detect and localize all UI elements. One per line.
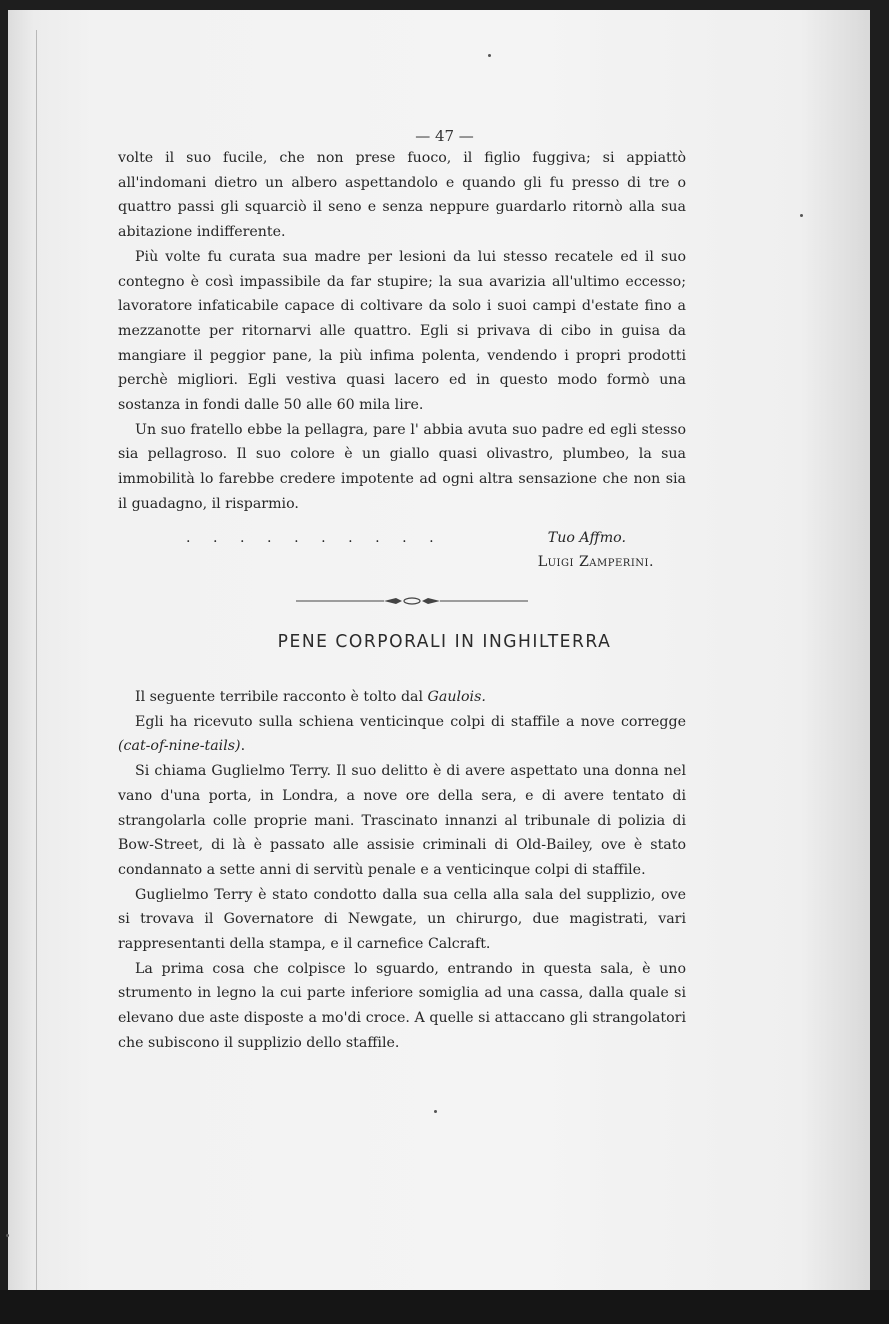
- page-number: — 47 —: [415, 127, 474, 145]
- article-paragraph-4: La prima cosa che colpisce lo sguardo, entrando in questa sala, è uno strumento in legno la cui parte inferiore somiglia ad una cassa, dalla quale si elevano due aste disposte a mo'di croce. A quelle si attaccano gli strangolatori che subiscono il supplizio dello staffile.: [118, 960, 686, 1051]
- article-paragraph-2: Si chiama Guglielmo Terry. Il suo delitto è di avere aspettato una donna nel vano d'una porta, in Londra, a nove ore della sera, e di avere tentato di strangolarla colle proprie mani. Trascinato innanzi al tribunale di polizia di Bow-Street, di là è passato alle assisie criminali di Old-Bailey, ove è stato condannato a sette anni di servitù penale e a venticinque colpi di staffile.: [118, 763, 686, 878]
- paper-speck: [488, 54, 491, 57]
- page-edge-shadow: [36, 30, 37, 1290]
- paper-speck: [6, 1234, 9, 1237]
- letter-closing: Tuo Affmo.: [547, 530, 626, 546]
- article-title: PENE CORPORALI IN INGHILTERRA: [277, 631, 612, 652]
- letter-paragraph-1: volte il suo fucile, che non prese fuoco, il figlio fuggiva; si appiattò all'indomani dietro un albero aspettandolo e quando gli fu presso di tre o quattro passi gli squarciò il seno e senza neppure guardarlo ritornò alla sua abitazione indifferente.: [118, 150, 686, 241]
- ornamental-divider: [296, 595, 528, 607]
- article-intro: [118, 685, 686, 710]
- article-paragraph-1-end: .: [240, 738, 246, 755]
- letter-signature: Luigi Zamperini.: [537, 554, 654, 570]
- ellipsis-dots: . . . . . . . . . .: [186, 530, 443, 546]
- article-paragraph-1-italic: (cat-of-nine-tails): [118, 738, 241, 755]
- article-source: Gaulois.: [427, 689, 486, 705]
- paper-speck: [800, 214, 803, 217]
- article-paragraph-1-text: Egli ha ricevuto sulla schiena venticinque colpi di staffile a nove corregge: [135, 713, 686, 730]
- article-paragraph-3: Guglielmo Terry è stato condotto dalla sua cella alla sala del supplizio, ove si trovava il Governatore di Newgate, un chirurgo, due magistrati, vari rappresentanti della stampa, e il carnefice Calcraft.: [118, 886, 686, 953]
- letter-paragraph-2: Più volte fu curata sua madre per lesioni da lui stesso recatele ed il suo contegno è così impassibile da far stupire; la sua avarizia all'ultimo eccesso; lavoratore infaticabile capace di coltivare da solo i suoi campi d'estate fino a mezzanotte per ritornarvi alle quattro. Egli si privava di cibo in guisa da mangiare il peggior pane, la più infima polenta, vendendo i propri prodotti perchè migliori. Egli vestiva quasi lacero ed in questo modo formò una sostanza in fondi dalle 50 alle 60 mila lire.: [118, 248, 686, 414]
- article-paragraph-1: [118, 710, 686, 759]
- article-intro-text: Il seguente terribile racconto è tolto dal: [135, 689, 428, 705]
- article-body: [118, 685, 686, 1056]
- letter-body: [118, 146, 686, 517]
- letter-paragraph-3: Un suo fratello ebbe la pellagra, pare l' abbia avuta suo padre ed egli stesso sia pellagroso. Il suo colore è un giallo quasi olivastro, plumbeo, la sua immobilità lo farebbe credere impotente ad ogni altra sensazione che non sia il guadagno, il risparmio.: [118, 421, 686, 512]
- scan-bottom-border: [0, 1290, 889, 1324]
- paper-speck: [434, 1110, 437, 1113]
